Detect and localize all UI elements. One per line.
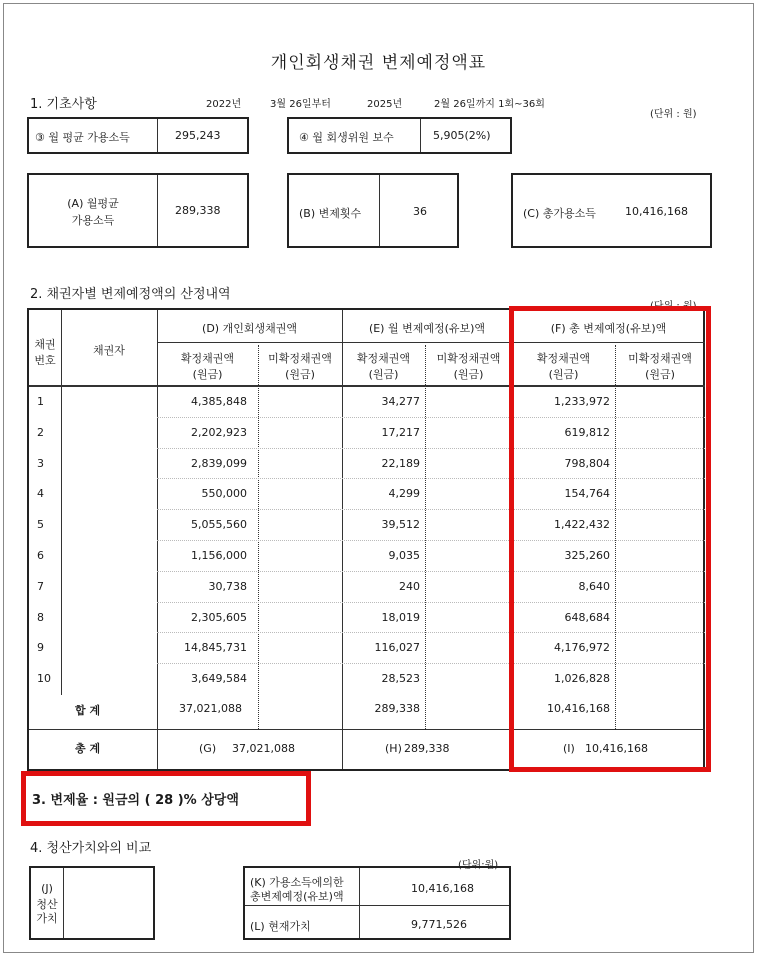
k-label-2: 총변제예정(유보)액: [250, 890, 344, 903]
row-no: 3: [37, 457, 44, 470]
row-f-confirmed: 4,176,972: [554, 641, 610, 654]
row-no: 4: [37, 487, 44, 500]
row-d-confirmed: 2,839,099: [191, 457, 247, 470]
k-label-1: (K) 가용소득에의한: [250, 876, 344, 889]
page-title: 개인회생채권 변제예정액표: [270, 53, 487, 73]
header-no-1: 채권: [34, 338, 56, 351]
row-f-confirmed: 1,233,972: [554, 395, 610, 408]
row-f-confirmed: 1,422,432: [554, 518, 610, 531]
trustee-fee-box: [287, 117, 512, 154]
l-value: 9,771,526: [411, 918, 467, 931]
trustee-fee-label: ④ 월 회생위원 보수: [299, 131, 394, 144]
row-d-confirmed: 30,738: [208, 580, 247, 593]
k-value: 10,416,168: [411, 882, 474, 895]
header-e-principal-2: (원금): [453, 368, 484, 381]
section1-unit: (단위 : 원): [650, 109, 697, 120]
row-d-confirmed: 4,385,848: [191, 395, 247, 408]
row-d-confirmed: 550,000: [201, 487, 247, 500]
total-i-label: (I): [563, 742, 575, 755]
monthly-income-label: ③ 월 평균 가용소득: [35, 131, 130, 144]
b-value: 36: [413, 205, 427, 218]
total-g: 37,021,088: [232, 742, 295, 755]
row-no: 10: [37, 672, 51, 685]
b-label: (B) 변제횟수: [299, 207, 362, 220]
row-e-confirmed: 22,189: [381, 457, 420, 470]
row-no: 2: [37, 426, 44, 439]
row-e-confirmed: 18,019: [381, 611, 420, 624]
repayment-rate: 3. 변제율 : 원금의 ( 28 )% 상당액: [32, 793, 239, 808]
header-creditor: 채권자: [93, 344, 125, 357]
c-value: 10,416,168: [625, 205, 688, 218]
start-year: 2022년: [206, 99, 242, 110]
header-e-confirmed: 확정채권액: [356, 352, 411, 365]
sum-e: 289,338: [374, 702, 420, 715]
section2-heading: 2. 채권자별 변제예정액의 산정내역: [30, 287, 231, 302]
row-no: 7: [37, 580, 44, 593]
section4-heading: 4. 청산가치와의 비교: [30, 841, 152, 856]
header-d: (D) 개인회생채권액: [202, 322, 297, 335]
highlight-total-column: [509, 306, 711, 772]
row-e-confirmed: 116,027: [374, 641, 420, 654]
row-no: 9: [37, 641, 44, 654]
row-f-confirmed: 325,260: [564, 549, 610, 562]
sum-label: 합 계: [75, 704, 101, 717]
total-i: 10,416,168: [585, 742, 648, 755]
trustee-fee-value: 5,905(2%): [433, 129, 491, 142]
row-no: 1: [37, 395, 44, 408]
row-f-confirmed: 619,812: [564, 426, 610, 439]
row-d-confirmed: 5,055,560: [191, 518, 247, 531]
a-label-2: 가용소득: [71, 214, 115, 227]
row-d-confirmed: 14,845,731: [184, 641, 247, 654]
start-date: 3월 26일부터: [270, 99, 331, 110]
row-e-confirmed: 240: [399, 580, 420, 593]
header-e-unconfirmed: 미확정채권액: [436, 352, 501, 365]
c-label: (C) 총가용소득: [523, 207, 596, 220]
header-d-principal-2: (원금): [285, 368, 315, 381]
row-no: 6: [37, 549, 44, 562]
row-f-confirmed: 1,026,828: [554, 672, 610, 685]
b-box: [287, 173, 459, 248]
total-h-label: (H): [385, 742, 402, 755]
monthly-income-value: 295,243: [175, 129, 221, 142]
comparison-box: [243, 866, 511, 940]
row-e-confirmed: 4,299: [388, 487, 420, 500]
row-no: 8: [37, 611, 44, 624]
header-f-unconfirmed: 미확정채권액: [628, 352, 692, 365]
sum-f: 10,416,168: [547, 702, 610, 715]
sum-d: 37,021,088: [179, 702, 242, 715]
header-d-unconfirmed: 미확정채권액: [268, 352, 332, 365]
row-d-confirmed: 2,202,923: [191, 426, 247, 439]
row-e-confirmed: 9,035: [388, 549, 420, 562]
header-d-principal: (원금): [192, 368, 223, 381]
j-label-3: 가치: [36, 912, 58, 925]
row-d-confirmed: 3,649,584: [191, 672, 247, 685]
a-value: 289,338: [175, 204, 221, 217]
total-g-label: (G): [199, 742, 217, 755]
row-f-confirmed: 798,804: [564, 457, 610, 470]
header-e-principal: (원금): [368, 368, 399, 381]
monthly-income-box: [27, 117, 249, 154]
total-h: 289,338: [404, 742, 450, 755]
section1-heading: 1. 기초사항: [30, 97, 97, 112]
row-f-confirmed: 8,640: [578, 580, 610, 593]
row-e-confirmed: 17,217: [381, 426, 420, 439]
header-e: (E) 월 변제예정(유보)액: [368, 322, 486, 335]
section2-unit: (단위 : 원): [650, 301, 697, 312]
row-e-confirmed: 34,277: [381, 395, 420, 408]
a-box: [27, 173, 249, 248]
row-no: 5: [37, 518, 44, 531]
header-d-confirmed: 확정채권액: [180, 352, 235, 365]
header-no-2: 번호: [34, 354, 56, 367]
row-d-confirmed: 1,156,000: [191, 549, 247, 562]
row-e-confirmed: 28,523: [381, 672, 420, 685]
header-f-principal: (원금): [548, 368, 579, 381]
row-f-confirmed: 154,764: [564, 487, 610, 500]
section4-unit: (단위:원): [458, 860, 499, 871]
total-label: 총 계: [75, 742, 101, 755]
a-label-1: (A) 월평균: [67, 197, 119, 210]
j-label-2: 청산: [36, 898, 58, 911]
header-f: (F) 총 변제예정(유보)액: [550, 322, 667, 335]
j-label-1: (J): [41, 882, 53, 895]
end-date: 2월 26일까지 1회~36회: [434, 99, 545, 110]
row-f-confirmed: 648,684: [564, 611, 610, 624]
row-d-confirmed: 2,305,605: [191, 611, 247, 624]
c-box: [511, 173, 712, 248]
end-year: 2025년: [367, 99, 403, 110]
liquidation-value-box: [29, 866, 155, 940]
row-e-confirmed: 39,512: [381, 518, 420, 531]
header-f-confirmed: 확정채권액: [536, 352, 591, 365]
l-label: (L) 현재가치: [250, 920, 311, 933]
header-f-principal-2: (원금): [645, 368, 675, 381]
